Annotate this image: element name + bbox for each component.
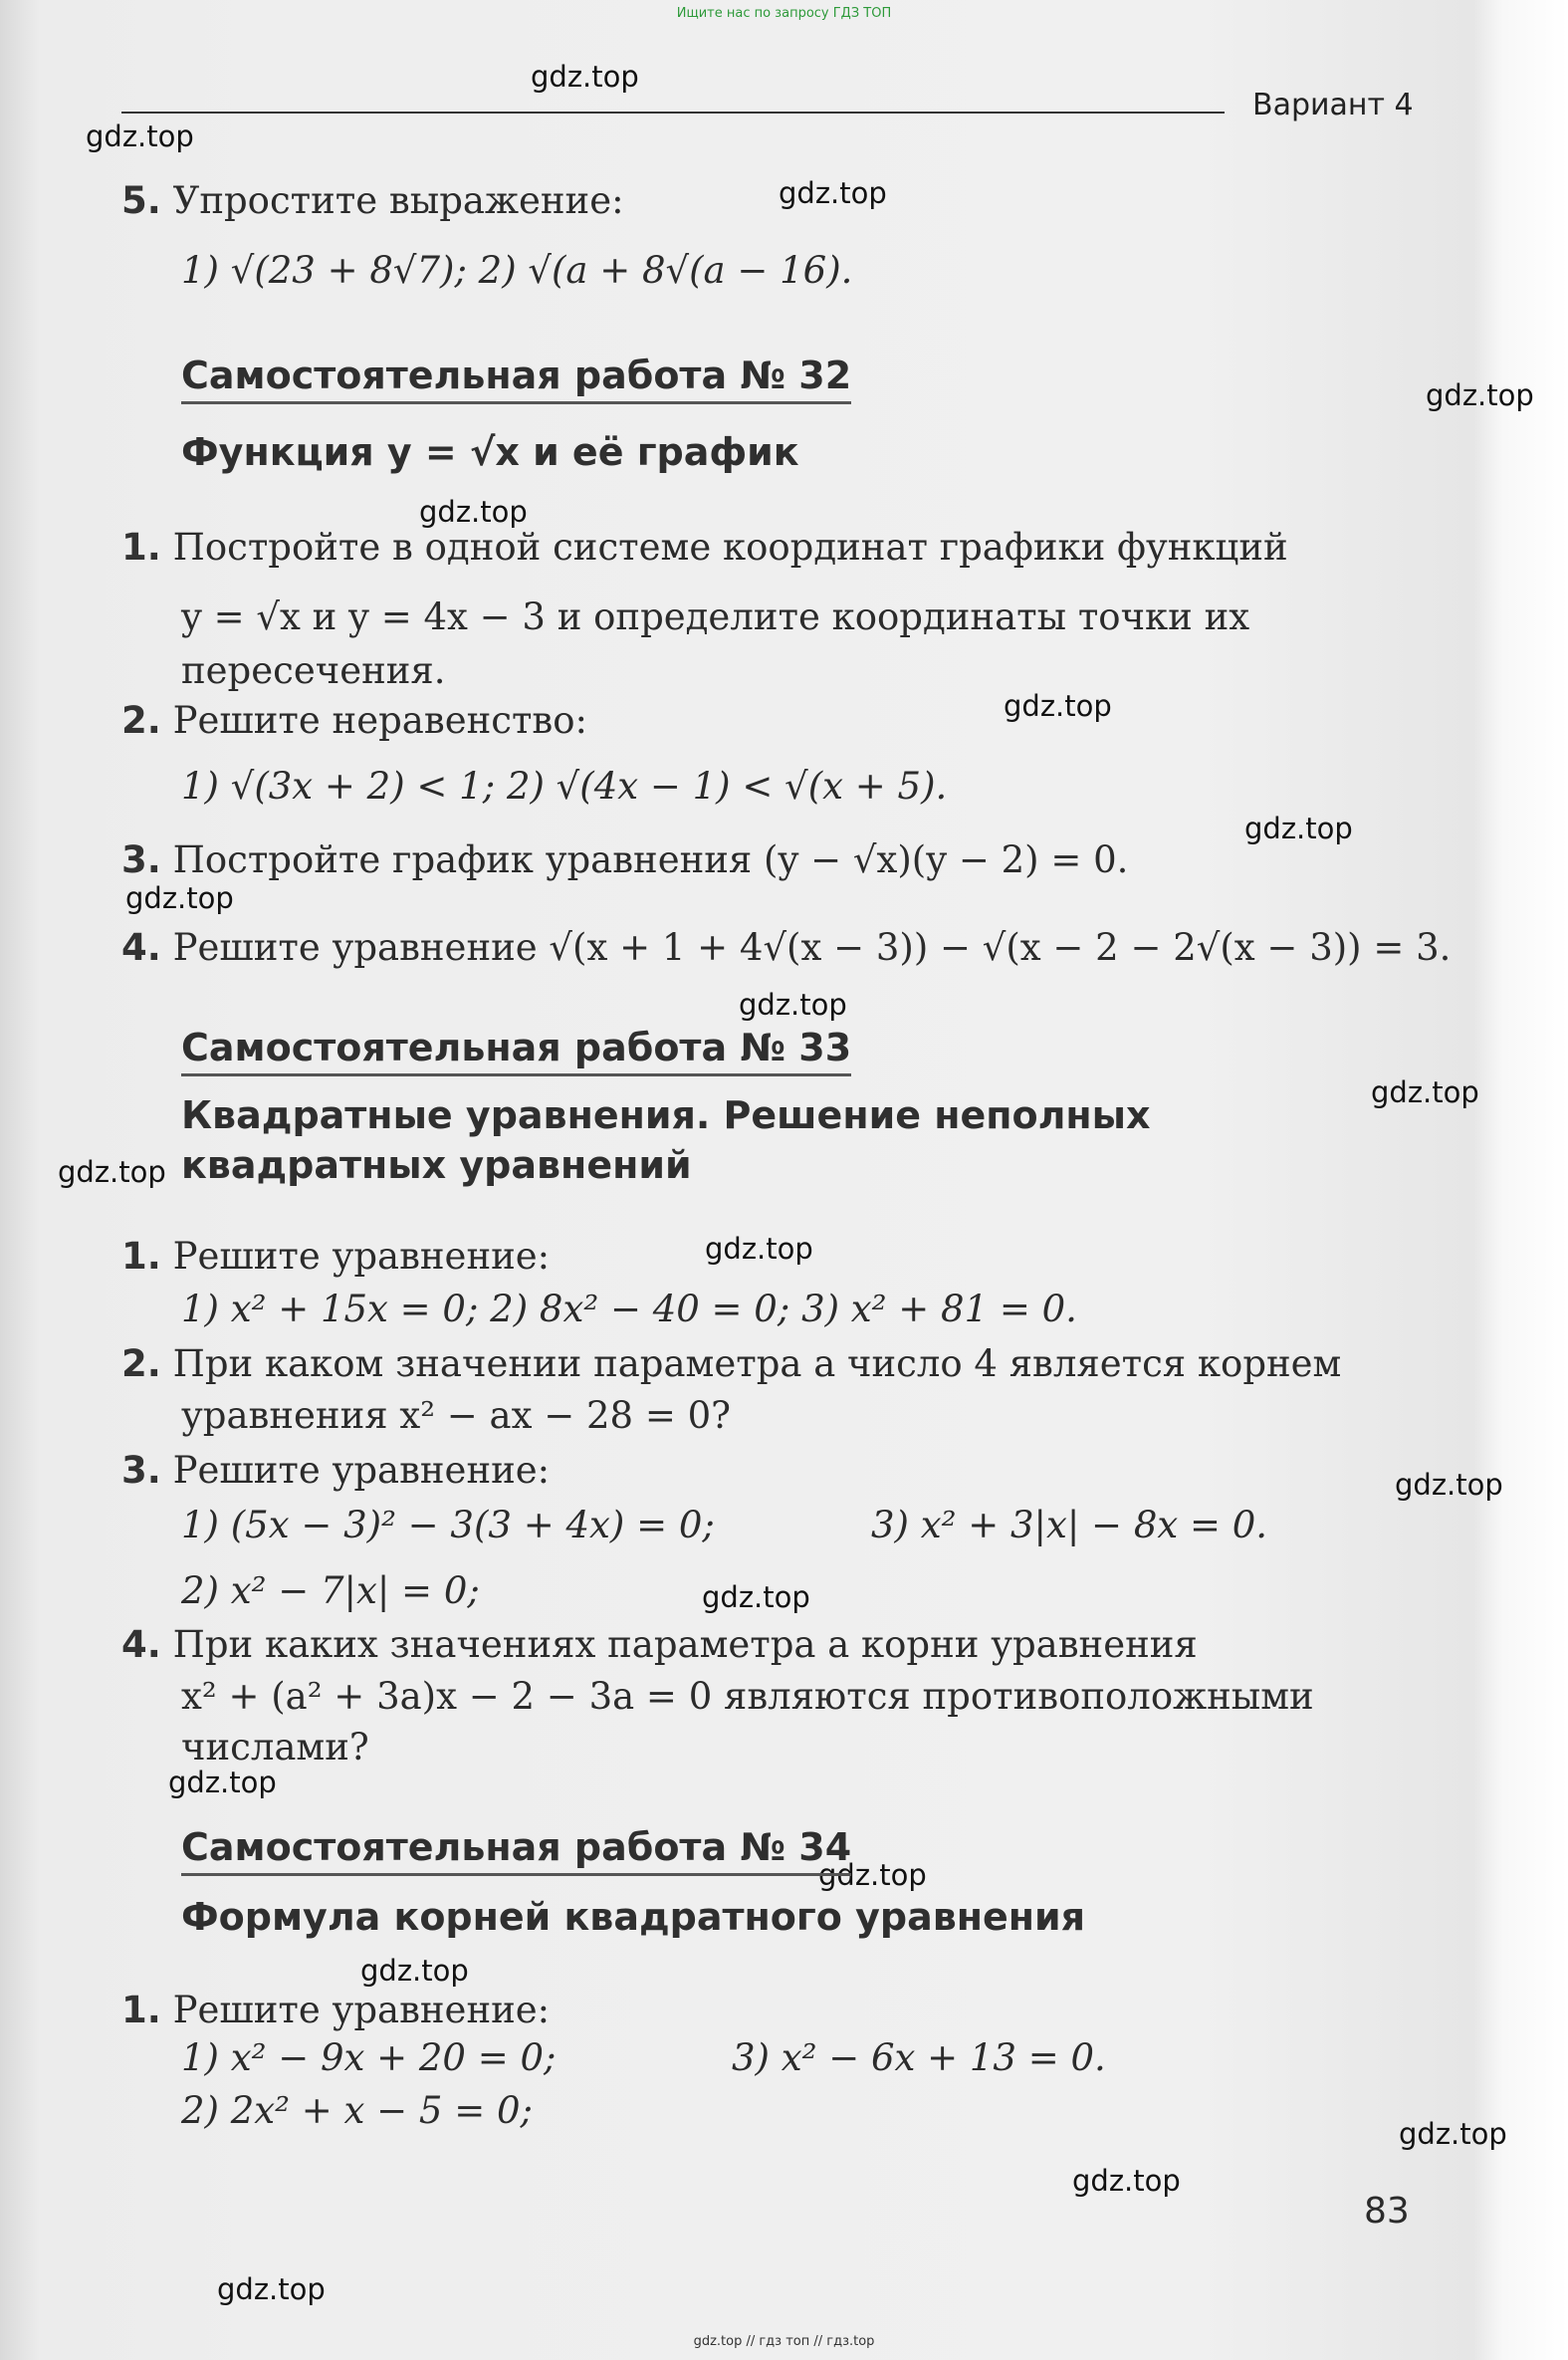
s33-task-1-equations: 1) x² + 15x = 0; 2) 8x² − 40 = 0; 3) x² + 81 = 0.: [181, 1288, 1077, 1330]
bottom-banner: gdz.top // гдз топ // гдз.top: [693, 2334, 875, 2349]
s32-task-1-line-1: [121, 526, 1288, 569]
s33-task-3: [121, 1449, 550, 1492]
task-number: 3.: [121, 1449, 161, 1492]
watermark: gdz.top: [779, 176, 887, 210]
s32-task-1-line-2: y = √x и y = 4x − 3 и определите координаты точки их: [181, 595, 1250, 638]
watermark: gdz.top: [1395, 1468, 1503, 1502]
s33-task-4-line-2: x² + (a² + 3a)x − 2 − 3a = 0 являются противоположными: [181, 1675, 1314, 1718]
task-number: 4.: [121, 926, 161, 969]
s34-task-1: [121, 1989, 550, 2031]
watermark: gdz.top: [1244, 812, 1353, 845]
s34-task-1-eq-2: 2) 2x² + x − 5 = 0;: [181, 2089, 533, 2132]
s34-task-1-eq-1: 1) x² − 9x + 20 = 0;: [181, 2036, 557, 2079]
task-5-expressions: 1) √(23 + 8√7); 2) √(a + 8√(a − 16).: [181, 249, 853, 292]
s33-task-3-eq-1: 1) (5x − 3)² − 3(3 + 4x) = 0;: [181, 1504, 715, 1546]
watermark: gdz.top: [1426, 378, 1534, 412]
section-33-title-line-1: Квадратные уравнения. Решение неполных: [181, 1093, 1151, 1137]
task-number: 4.: [121, 1623, 161, 1666]
watermark: gdz.top: [739, 988, 847, 1022]
section-34-heading: Самостоятельная работа № 34: [181, 1825, 851, 1876]
task-text: Решите уравнение:: [172, 1989, 551, 2031]
s33-task-1: [121, 1235, 550, 1278]
task-text: Упростите выражение:: [172, 179, 624, 222]
task-text: Постройте в одной системе координат графики функций: [172, 526, 1288, 569]
header-rule: [121, 112, 1225, 114]
s33-task-3-eq-3: 3) x² + 3|x| − 8x = 0.: [871, 1504, 1268, 1546]
section-34-title: Формула корней квадратного уравнения: [181, 1895, 1086, 1939]
section-32-title: Функция y = √x и её график: [181, 430, 799, 474]
task-text: Постройте график уравнения (y − √x)(y − 2) = 0.: [172, 838, 1129, 881]
watermark: gdz.top: [531, 60, 639, 94]
s32-task-2-inequalities: 1) √(3x + 2) < 1; 2) √(4x − 1) < √(x + 5).: [181, 765, 948, 808]
task-number: 2.: [121, 1342, 161, 1385]
bleed-through-text: [1205, 189, 1215, 224]
task-5-prompt: [121, 179, 624, 222]
task-number: 5.: [121, 179, 161, 222]
task-number: 1.: [121, 1989, 161, 2031]
watermark: gdz.top: [1371, 1075, 1479, 1109]
task-number: 1.: [121, 1235, 161, 1278]
task-number: 2.: [121, 699, 161, 742]
s34-task-1-eq-3: 3) x² − 6x + 13 = 0.: [732, 2036, 1106, 2079]
task-text: Решите уравнение:: [172, 1235, 551, 1278]
variant-label: Вариант 4: [1252, 88, 1414, 122]
section-33-heading: Самостоятельная работа № 33: [181, 1026, 851, 1076]
watermark: gdz.top: [705, 1232, 813, 1266]
task-text: Решите уравнение:: [172, 1449, 551, 1492]
watermark: gdz.top: [217, 2272, 326, 2306]
s33-task-3-eq-2: 2) x² − 7|x| = 0;: [181, 1569, 480, 1612]
section-33-title-line-2: квадратных уравнений: [181, 1143, 692, 1187]
watermark: gdz.top: [1072, 2164, 1181, 2198]
task-number: 1.: [121, 526, 161, 569]
watermark: gdz.top: [86, 119, 194, 153]
task-text: При каком значении параметра a число 4 является корнем: [172, 1342, 1342, 1385]
s33-task-4-line-3: числами?: [181, 1726, 369, 1769]
watermark: gdz.top: [1399, 2117, 1507, 2151]
watermark: gdz.top: [58, 1155, 166, 1189]
s32-task-4: [121, 926, 1451, 969]
watermark: gdz.top: [818, 1858, 927, 1892]
s32-task-3: [121, 838, 1128, 881]
watermark: gdz.top: [419, 495, 528, 529]
task-text: При каких значениях параметра a корни уравнения: [172, 1623, 1198, 1666]
watermark: gdz.top: [702, 1580, 810, 1614]
page-number: 83: [1364, 2191, 1410, 2232]
task-number: 3.: [121, 838, 161, 881]
watermark: gdz.top: [125, 881, 234, 915]
task-text: Решите уравнение √(x + 1 + 4√(x − 3)) − √(x − 2 − 2√(x − 3)) = 3.: [172, 926, 1452, 969]
s32-task-2: [121, 699, 587, 742]
s33-task-2-line-2: уравнения x² − ax − 28 = 0?: [181, 1394, 731, 1437]
section-32-heading: Самостоятельная работа № 32: [181, 354, 851, 404]
s33-task-2-line-1: [121, 1342, 1341, 1385]
task-text: Решите неравенство:: [172, 699, 588, 742]
watermark: gdz.top: [360, 1954, 469, 1988]
watermark: gdz.top: [168, 1766, 277, 1799]
watermark: gdz.top: [1004, 689, 1112, 723]
s33-task-4-line-1: [121, 1623, 1198, 1666]
s32-task-1-line-3: пересечения.: [181, 649, 446, 692]
top-banner: Ищите нас по запросу ГДЗ ТОП: [676, 6, 892, 21]
